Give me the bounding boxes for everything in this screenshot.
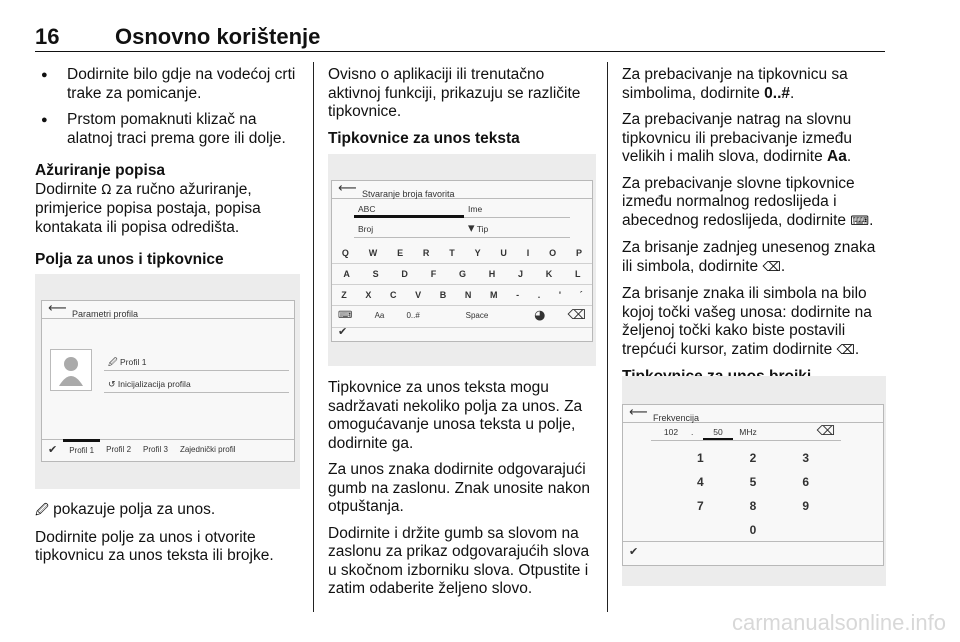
num-row-1: 1 2 3 [697,451,809,465]
column-1 [35,66,300,564]
tab: Profil 1 [63,439,100,461]
section-heading: Ažuriranje popisa [35,162,166,179]
paragraph: 🖉 pokazuje polja za unos. [35,501,216,518]
tab: Profil 3 [143,445,168,455]
backspace-icon: ⌫ [836,342,855,358]
key-row-3: Z X C V B N M - . ' ´ [332,285,592,306]
check-icon: ✔ [338,324,348,338]
pen-icon: 🖉 [108,358,118,368]
paragraph: Za brisanje znaka ili simbola na bilo kojoj točki vašeg unosa: dodirnite na željenoj točki kako biste postavili trepćući kursor, zatim dodirnite ⌫. [622,285,872,358]
pen-icon: 🖉 [35,503,49,518]
check-icon: ✔ [629,545,639,559]
num-row-3: 7 8 9 [697,499,809,513]
page-title: Osnovno korištenje [115,24,321,49]
back-arrow-icon: ⟵ [48,301,67,316]
confirm-row [332,321,592,343]
backspace-icon: ⌫ [567,308,586,324]
back-arrow-icon: ⟵ [629,405,648,420]
avatar [50,349,92,391]
column-2 [328,66,596,597]
screenshot-text-keyboard [328,154,596,366]
paragraph: Za brisanje zadnjeg unesenog znaka ili simbola, dodirnite ⌫. [622,239,876,275]
screen [331,180,593,342]
num-row-2: 4 5 6 [697,475,809,489]
refresh-icon: Ω [101,182,112,198]
watermark: carmanualsonline.info [731,610,946,635]
backspace-icon: ⌫ [762,259,781,275]
column-divider [313,62,314,612]
case-key: Aa [374,311,385,321]
paragraph: Dodirnite Ω za ručno ažuriranje, primjerice popisa postaja, popisa kontakata ili popisa odredišta. [35,180,261,236]
text-field-name: Ime [464,200,570,218]
tab: Zajednički profil [179,445,236,455]
backspace-icon: ⌫ [816,424,835,440]
paragraph: Dodirnite polje za unos i otvorite tipkovnicu za unos teksta ili brojke. [35,528,274,564]
screen-title: Frekvencija [653,413,700,423]
key-row-1: Q W E R T Y U I O P [332,243,592,264]
type-field: ▾ Tip [464,220,570,238]
column-divider [607,62,608,612]
keyboard-icon: ⌨ [338,310,353,322]
bullet-item: ● Prstom pomaknuti klizač na alatnoj traci prema gore ili dolje. [35,111,300,148]
column-3 [622,66,888,559]
paragraph: Za prebacivanje na tipkovnicu sa simbolima, dodirnite 0..#. [622,66,848,102]
paragraph: Za prebacivanje natrag na slovnu tipkovnicu ili prebacivanje između velikih i malih slova, dodirnite Aa. [622,111,853,165]
check-icon: ✔ [48,443,58,457]
frequency-field: 102 . 50 MHz ⌫ [651,425,841,441]
text-field-number: Broj [354,220,464,238]
text-field-abc: ABC [354,200,464,218]
paragraph: Ovisno o aplikaciji ili trenutačno aktivnoj funkciji, prikazuju se različite tipkovnice. [328,66,581,120]
tab: Profil 2 [106,445,132,455]
keyboard-icon: ⌨ [850,213,870,229]
screenshot-profile-settings [35,274,300,489]
screen-title: Stvaranje broja favorita [362,189,455,199]
num-row-zero: 0 [749,523,757,537]
profile-tabs [42,439,294,461]
page-header [35,22,885,52]
space-key: Space [465,311,489,321]
back-arrow-icon: ⟵ [338,181,357,196]
screenshot-number-keyboard [622,376,886,586]
screen [622,404,884,566]
paragraph: Tipkovnice za unos teksta mogu sadržavati nekoliko polja za unos. Za omogućavanje unosa teksta u polje, dodirnite ga. [328,379,583,452]
paragraph: Dodirnite i držite gumb sa slovom na zaslonu za prikaz odgovarajućih slova u skočnom izborniku slova. Otpustite i zatim odaberite željeno slovo. [328,524,590,597]
profile-reset-field: ↺ Inicijalizacija profila [104,375,289,393]
section-heading: Tipkovnice za unos teksta [328,129,520,147]
voice-icon: ◕ [534,308,546,324]
bullet-item: ● Dodirnite bilo gdje na vodećoj crti trake za pomicanje. [35,66,300,103]
key-row-2: A S D F G H J K L [332,264,592,285]
symbol-key: 0..# [406,311,420,321]
screen [41,300,295,462]
profile-name-field: 🖉 Profil 1 [104,353,289,371]
section-heading: Polja za unos i tipkovnice [35,251,224,268]
page-number: 16 [35,24,60,49]
reset-icon: ↺ [108,380,116,390]
screen-title: Parametri profila [72,309,139,319]
paragraph: Za prebacivanje slovne tipkovnice između normalnog redoslijeda i abecednog redoslijeda, dodirnite ⌨. [622,174,874,229]
paragraph: Za unos znaka dodirnite odgovarajući gumb na zaslonu. Znak unosite nakon otpuštanja. [328,461,590,515]
confirm-row [623,541,883,563]
